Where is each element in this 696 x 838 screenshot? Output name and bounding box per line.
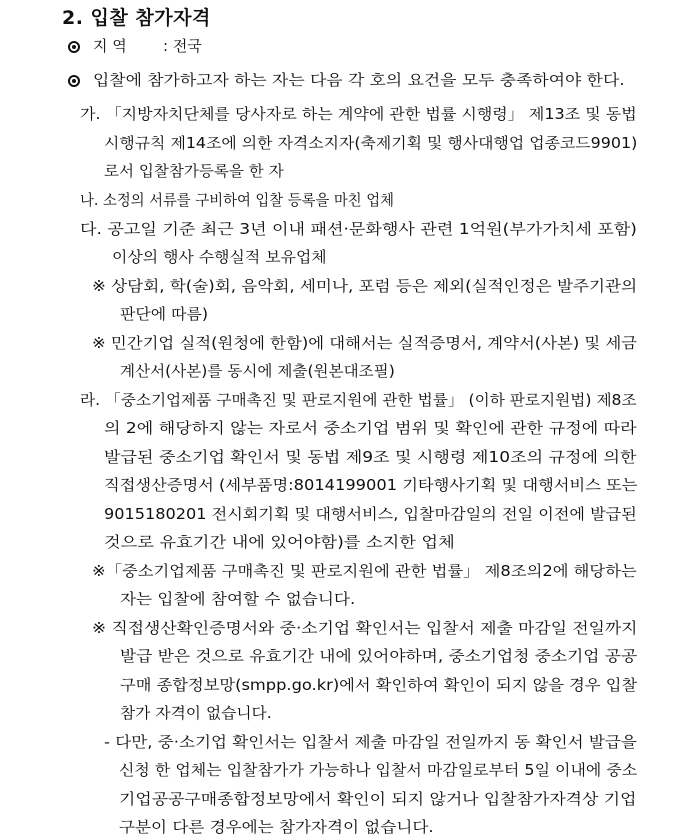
item-da-line-1: 다. 공고일 기준 최근 3년 이내 패션·문화행사 관련 1억원(부가가치세 포함) [80, 220, 637, 238]
region-label: 지 역 [93, 37, 127, 55]
note-ra-2-line-2: 발급 받은 것으로 유효기간 내에 있어야하며, 중소기업청 중소기업 공공 [120, 647, 638, 665]
dash-note-line-3: 기업공공구매종합정보망에서 확인이 되지 않거나 입찰참가자격상 기업 [119, 790, 637, 808]
item-ra-line-5: 9015180201 전시회기획 및 대행서비스, 입찰마감일의 전일 이전에 발급된 [104, 505, 637, 523]
item-ra-line-1: 라. 「중소기업제품 구매촉진 및 판로지원에 관한 법률」 (이하 판로지원법) 제8조 [80, 391, 637, 409]
dash-note-line-4: 구분이 다른 경우에는 참가자격이 없습니다. [119, 818, 434, 836]
note-da-1-line-1: ※ 상담회, 학(술)회, 음악회, 세미나, 포럼 등은 제외(실적인정은 발주기관의 [92, 277, 638, 295]
item-ga-line-2: 시행규칙 제14조에 의한 자격소지자(축제기획 및 행사대행업 업종코드9901) [104, 134, 638, 152]
region-value: : 전국 [163, 37, 202, 55]
item-ra-line-4: 직접생산증명서 (세부품명:8014199001 기타행사기획 및 대행서비스 또는 [104, 476, 638, 494]
item-da-line-2: 이상의 행사 수행실적 보유업체 [112, 248, 327, 266]
note-da-2-line-2: 계산서(사본)를 동시에 제출(원본대조필) [120, 362, 395, 380]
note-ra-1-line-2: 자는 입찰에 참여할 수 없습니다. [120, 590, 356, 608]
item-ra-line-3: 발급된 중소기업 확인서 및 동법 제9조 및 시행령 제10조의 규정에 의한 [104, 448, 637, 466]
dash-note-line-1: - 다만, 중·소기업 확인서는 입찰서 제출 마감일 전일까지 동 확인서 발급을 [104, 733, 637, 751]
item-ra-line-2: 의 2에 해당하지 않는 자로서 중소기업 범위 및 확인에 관한 규정에 따라 [104, 419, 637, 437]
item-ga-line-3: 로서 입찰참가등록을 한 자 [104, 162, 284, 180]
item-ra-line-6: 것으로 유효기간 내에 있어야함)를 소지한 업체 [104, 533, 455, 551]
section-title: 2. 입찰 참가자격 [62, 7, 211, 29]
item-ga-line-1: 가. 「지방자치단체를 당사자로 하는 계약에 관한 법률 시행령」 제13조 및 동법 [80, 105, 637, 123]
note-ra-2-line-4: 참가 자격이 없습니다. [120, 704, 272, 722]
note-ra-1-line-1: ※「중소기업제품 구매촉진 및 판로지원에 관한 법률」 제8조의2에 해당하는 [92, 562, 637, 580]
note-ra-2-line-1: ※ 직접생산확인증명서와 중·소기업 확인서는 입찰서 제출 마감일 전일까지 [92, 619, 638, 637]
note-da-2-line-1: ※ 민간기업 실적(원청에 한함)에 대해서는 실적증명서, 계약서(사본) 및 세금 [92, 334, 638, 352]
dash-note-line-2: 신청 한 업체는 입찰참가가 가능하나 입찰서 마감일로부터 5일 이내에 중소 [119, 761, 638, 779]
note-da-1-line-2: 판단에 따름) [120, 305, 209, 323]
note-ra-2-line-3: 구매 종합정보망(smpp.go.kr)에서 확인하여 확인이 되지 않을 경우 입찰 [120, 676, 638, 694]
item-na-line-1: 나. 소정의 서류를 구비하여 입찰 등록을 마친 업체 [80, 191, 394, 209]
requirement-intro: 입찰에 참가하고자 하는 자는 다음 각 호의 요건을 모두 충족하여야 한다. [93, 71, 625, 89]
requirement-bullet-icon [68, 75, 80, 87]
region-bullet-icon [68, 41, 80, 53]
